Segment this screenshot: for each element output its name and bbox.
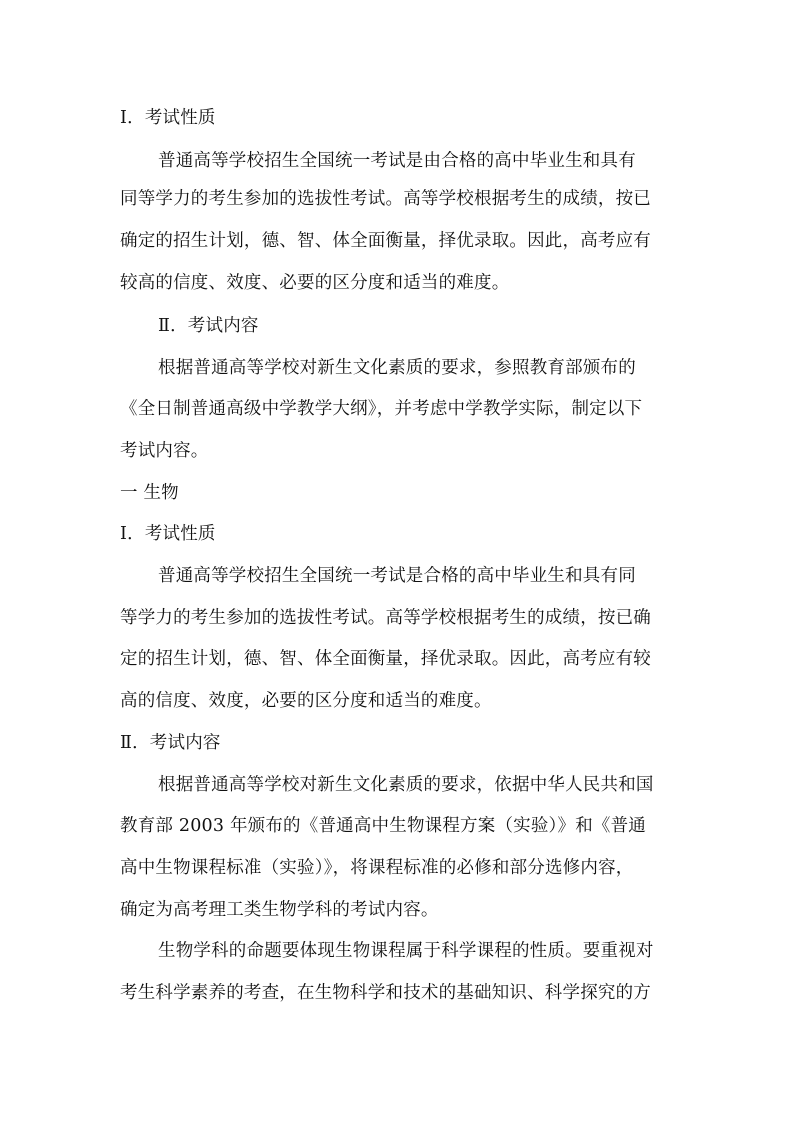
section-heading-exam-nature: Ⅰ．考试性质 — [120, 524, 216, 544]
paragraph-line: 考生科学素养的考查，在生物科学和技术的基础知识、科学探究的方 — [120, 983, 651, 1003]
section-heading-exam-content: Ⅱ．考试内容 — [120, 733, 221, 753]
paragraph-line: 高中生物课程标准（实验）》，将课程标准的必修和部分选修内容， — [120, 858, 634, 878]
paragraph-line: 高的信度、效度，必要的区分度和适当的难度。 — [120, 691, 492, 711]
paragraph-line: 等学力的考生参加的选拔性考试。高等学校根据考生的成绩，按已确 — [120, 608, 651, 628]
paragraph-line: 根据普通高等学校对新生文化素质的要求，参照教育部颁布的 — [158, 358, 636, 378]
paragraph-line: 考试内容。 — [120, 441, 209, 461]
paragraph-line: 教育部 2003 年颁布的《普通高中生物课程方案（实验）》和《普通 — [120, 816, 647, 836]
chapter-heading-biology: 一 生物 — [120, 483, 179, 503]
paragraph-line: 《全日制普通高级中学教学大纲》，并考虑中学教学实际，制定以下 — [120, 399, 643, 419]
paragraph-line: 较高的信度、效度、必要的区分度和适当的难度。 — [120, 273, 510, 293]
paragraph-line: 确定的招生计划，德、智、体全面衡量，择优录取。因此，高考应有 — [120, 231, 651, 251]
paragraph-line: 普通高等学校招生全国统一考试是合格的高中毕业生和具有同 — [158, 566, 636, 586]
paragraph-line: 普通高等学校招生全国统一考试是由合格的高中毕业生和具有 — [158, 151, 636, 171]
paragraph-line: 生物学科的命题要体现生物课程属于科学课程的性质。要重视对 — [158, 941, 654, 961]
paragraph-line: 定的招生计划，德、智、体全面衡量，择优录取。因此，高考应有较 — [120, 649, 651, 669]
paragraph-line: 同等学力的考生参加的选拔性考试。高等学校根据考生的成绩，按已 — [120, 189, 651, 209]
paragraph-line: 确定为高考理工类生物学科的考试内容。 — [120, 900, 439, 920]
section-heading-exam-content: Ⅱ．考试内容 — [158, 316, 259, 336]
section-heading-exam-nature: Ⅰ．考试性质 — [120, 108, 216, 128]
paragraph-line: 根据普通高等学校对新生文化素质的要求，依据中华人民共和国 — [158, 775, 654, 795]
